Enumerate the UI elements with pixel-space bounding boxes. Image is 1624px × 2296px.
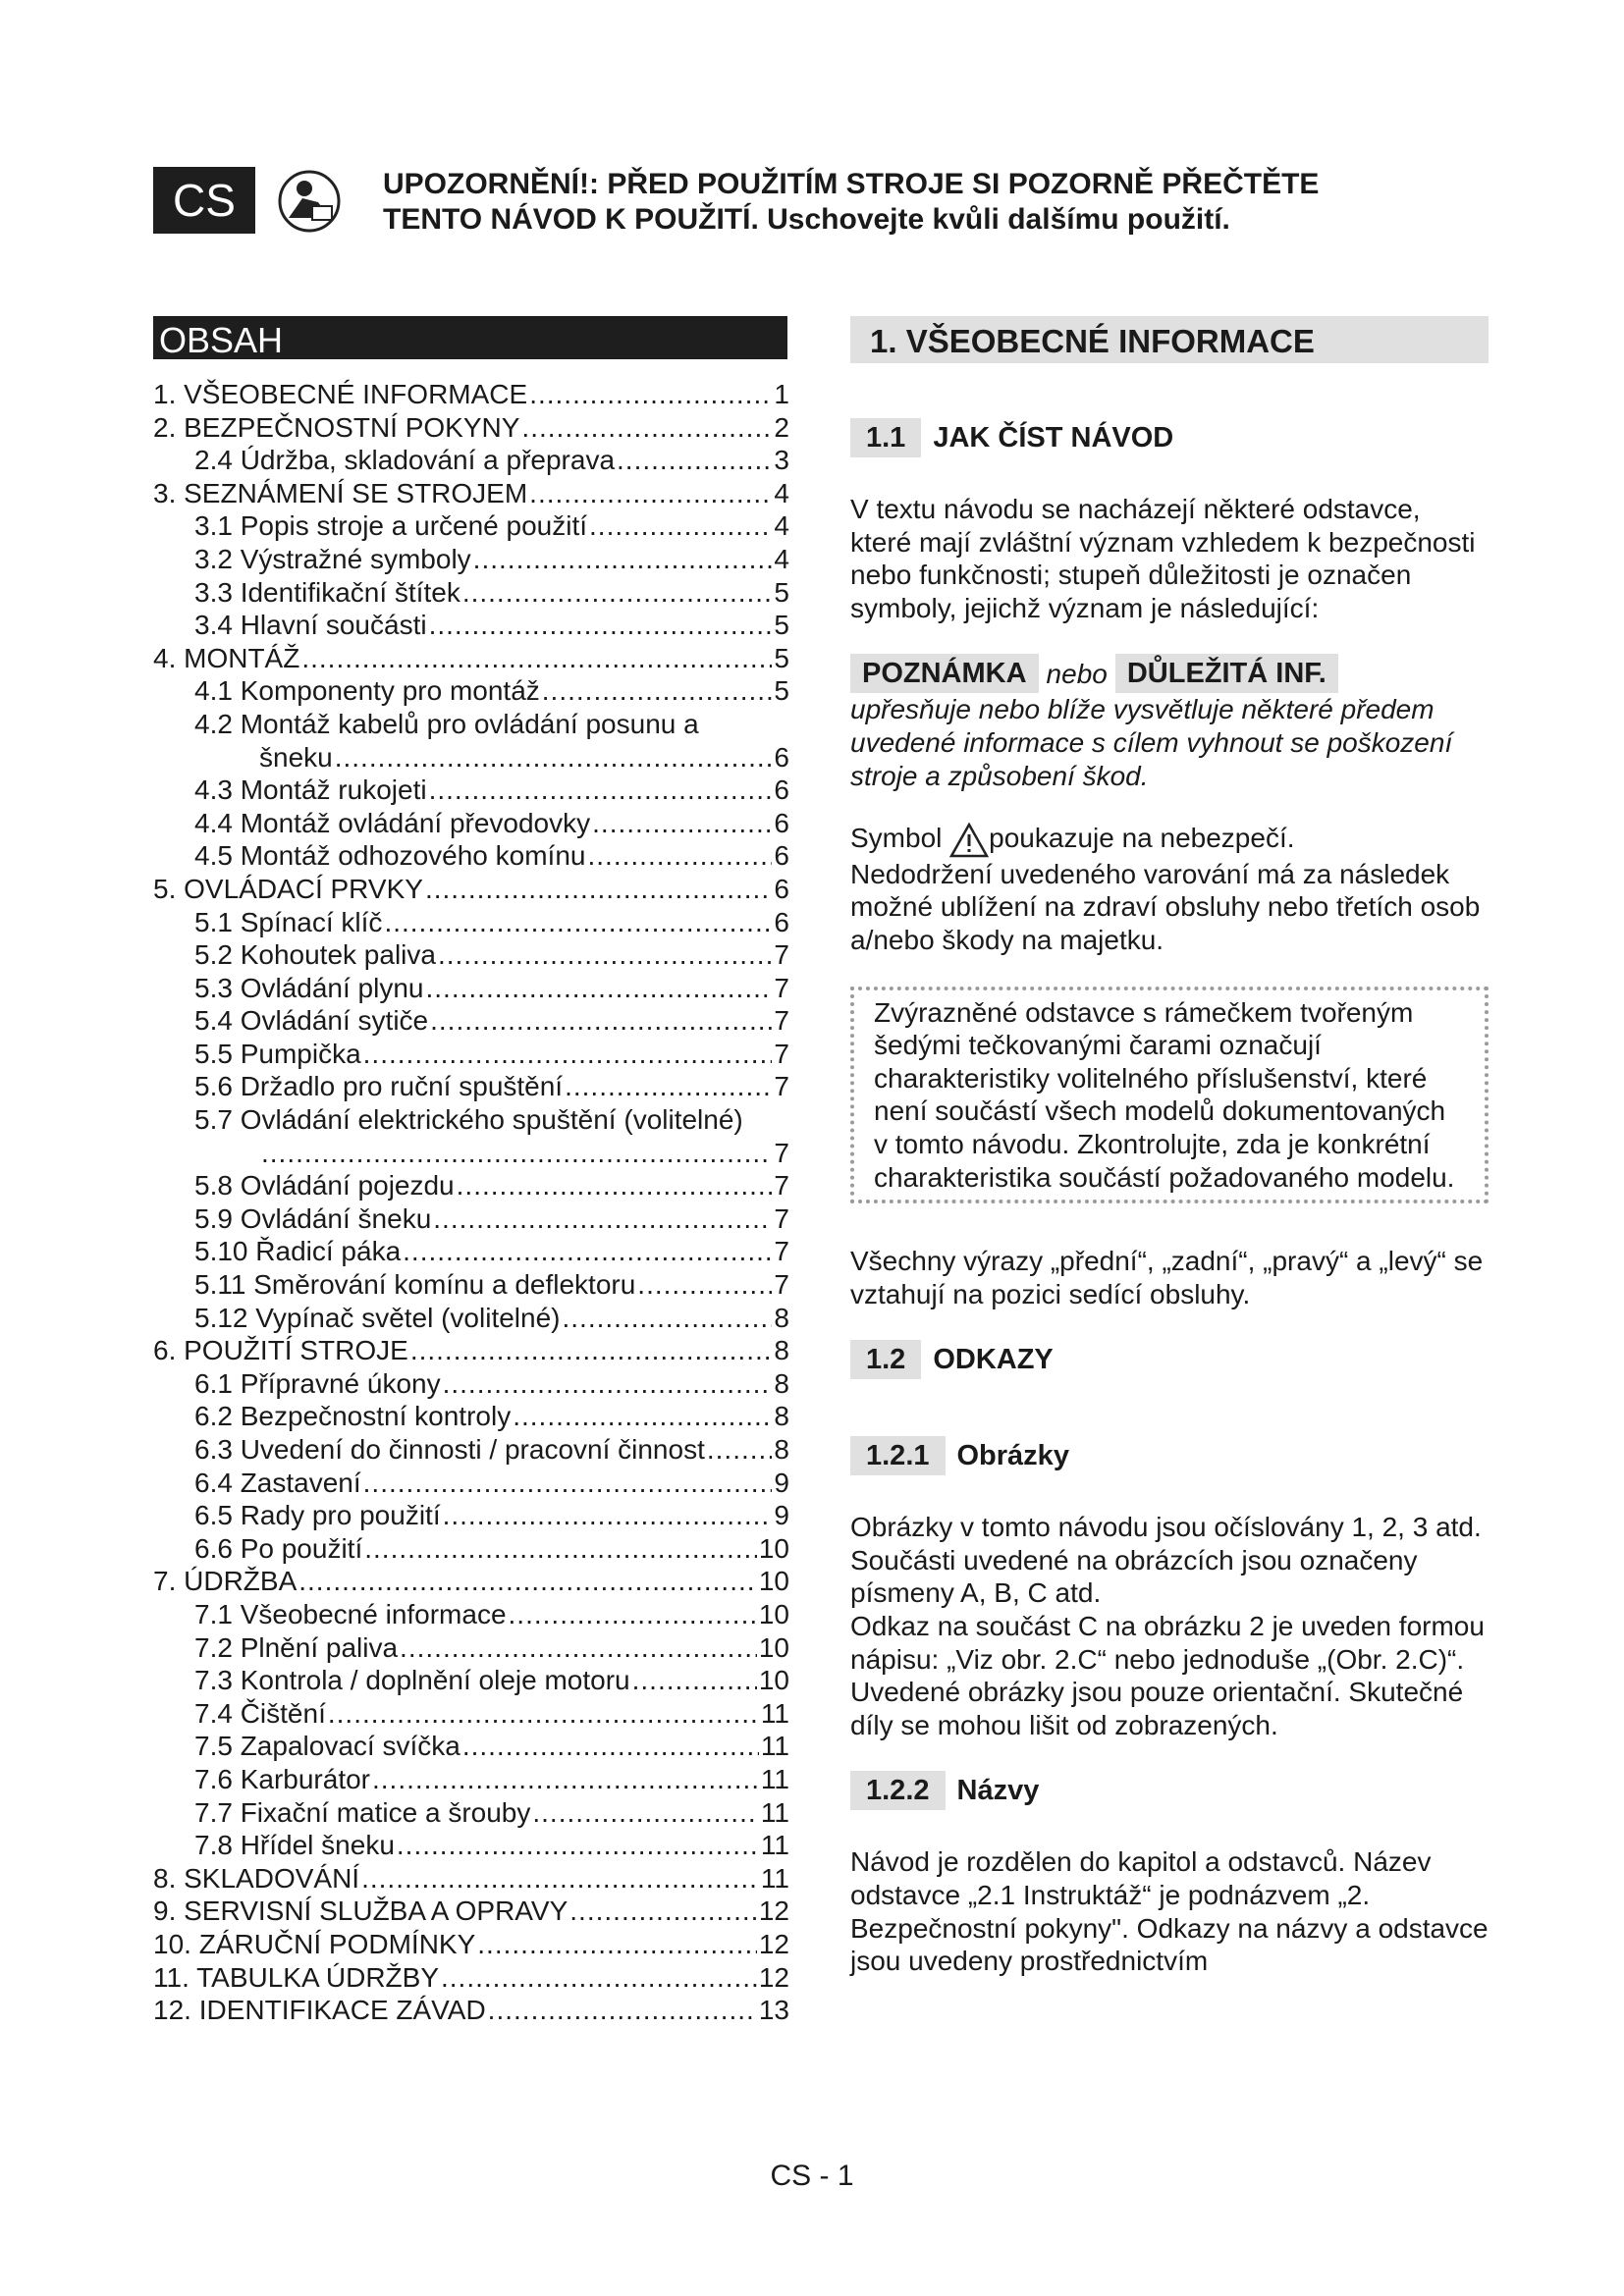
toc-label: 5.1 Spínací klíč (194, 906, 383, 937)
toc-page: 10 (758, 1631, 789, 1663)
toc-row (153, 1170, 789, 1203)
toc-leader (529, 379, 772, 410)
toc-leader (532, 1797, 759, 1829)
symbol-pre: Symbol (850, 823, 943, 854)
toc-row (153, 1005, 789, 1039)
toc-row (153, 907, 789, 940)
toc-row (153, 478, 789, 511)
content-column (850, 316, 1489, 2007)
language-badge: CS (153, 167, 255, 234)
toc-row (153, 1468, 789, 1501)
toc-leader (400, 1632, 757, 1664)
section-number: 1.2.2 (850, 1771, 946, 1810)
toc-label: 5.6 Držadlo pro ruční spuštění (194, 1071, 564, 1102)
toc-label: 5.5 Pumpička (194, 1038, 361, 1069)
toc-leader (430, 1005, 772, 1037)
toc-page: 11 (760, 1830, 789, 1861)
toc-page: 8 (774, 1434, 789, 1465)
toc-row (153, 1401, 789, 1434)
toc-label: 7.8 Hřídel šneku (194, 1830, 395, 1861)
symbol-text: Nedodržení uvedeného varování má za následek možné ublížení na zdraví obsluhy nebo třetích osob a/nebo škody na majetku. (850, 858, 1481, 955)
section-title: Názvy (956, 1775, 1040, 1807)
toc-label: 2.4 Údržba, skladování a přeprava (194, 445, 616, 476)
toc-label: šneku (259, 741, 333, 773)
toc-label: 5.7 Ovládání elektrického spuštění (volitelné) (194, 1104, 743, 1136)
toc-leader (473, 544, 773, 575)
toc-label: 6.3 Uvedení do činnosti / pracovní činnost (194, 1434, 705, 1465)
section-1-2-heading (850, 1340, 1489, 1379)
toc-page: 12 (758, 1896, 789, 1927)
toc-leader (410, 1335, 773, 1366)
toc-leader (384, 907, 772, 938)
toc-page: 11 (760, 1697, 789, 1729)
toc-label: 6.2 Bezpečnostní kontroly (194, 1401, 512, 1432)
toc-row (153, 1599, 789, 1632)
toc-row (153, 939, 789, 973)
toc-page: 7 (774, 1236, 789, 1267)
toc-row (153, 1368, 789, 1402)
toc-row (153, 610, 789, 643)
toc-label: 4.5 Montáž odhozového komínu (194, 840, 586, 872)
toc-page: 6 (774, 741, 789, 773)
figures-line-3: Odkaz na součást C na obrázku 2 je uveden formou nápisu: „Viz obr. 2.C“ nebo jednoduše „(Obr. 2.C)“. (850, 1611, 1485, 1675)
toc-label: 7.7 Fixační matice a šrouby (194, 1796, 531, 1828)
toc-row (153, 1698, 789, 1732)
toc-row (153, 1303, 789, 1336)
toc-page: 6 (774, 906, 789, 937)
toc-row (153, 709, 789, 742)
toc-leader (429, 774, 773, 806)
note-or: nebo (1046, 658, 1108, 689)
toc-row (153, 774, 789, 808)
toc-page: 6 (774, 840, 789, 872)
toc-label: 5. OVLÁDACÍ PRVKY (153, 873, 423, 904)
section-title: Obrázky (956, 1440, 1069, 1472)
toc-row (153, 1863, 789, 1896)
toc-label: 2. BEZPEČNOSTNÍ POKYNY (153, 411, 520, 443)
toc-row (153, 544, 789, 577)
toc-label: 3.3 Identifikační štítek (194, 576, 460, 608)
toc-label: 5.4 Ovládání sytiče (194, 1005, 429, 1037)
optional-feature-text: Zvýrazněné odstavce s rámečkem tvořeným šedými tečkovanými čarami označují charakteristiky volitelného příslušenství, které není součástí všech modelů dokumentovaných v tomto návodu. Zkontrolujte, zda je konkrétní charakteristika součástí požadovaného modelu. (874, 996, 1455, 1193)
toc-page: 3 (774, 445, 789, 476)
toc-leader (441, 1962, 757, 1994)
figures-paragraph (850, 1511, 1489, 1741)
toc-leader (457, 1170, 773, 1201)
section-number: 1.1 (850, 418, 921, 457)
toc-page: 7 (774, 972, 789, 1003)
toc-leader (301, 643, 772, 674)
toc-label: 1. VŠEOBECNÉ INFORMACE (153, 379, 528, 409)
toc-leader (477, 1929, 757, 1960)
paragraph: V textu návodu se nacházejí některé odstavce, které mají zvláštní význam vzhledem k bezpečnosti nebo funkčnosti; stupeň důležitosti je označen symboly, jejichž význam je následující: (850, 494, 1476, 623)
toc-page: 8 (774, 1302, 789, 1333)
toc-label: 7.1 Všeobecné informace (194, 1598, 507, 1629)
toc-row (153, 1929, 789, 1962)
toc-label: 5.3 Ovládání plynu (194, 972, 424, 1003)
section-1-2-1-heading (850, 1436, 1489, 1475)
toc-leader (328, 1698, 759, 1730)
toc-row (153, 874, 789, 907)
toc-page: 9 (774, 1467, 789, 1498)
toc-leader (364, 1533, 757, 1565)
toc-label: 6.4 Zastavení (194, 1467, 361, 1498)
toc-row (153, 577, 789, 611)
toc-leader (363, 1039, 773, 1070)
page-number: CS - 1 (770, 2160, 854, 2192)
toc-leader (592, 808, 772, 839)
toc-row (153, 1665, 789, 1698)
toc-leader (443, 1368, 773, 1400)
section-1-title: 1. VŠEOBECNÉ INFORMACE (850, 316, 1489, 363)
toc-row (153, 808, 789, 841)
toc-label: 4.3 Montáž rukojeti (194, 774, 427, 806)
important-tag: DŮLEŽITÁ INF. (1115, 654, 1338, 693)
toc-leader (542, 675, 773, 707)
toc-label: 6.5 Rady pro použití (194, 1500, 441, 1531)
toc-leader (426, 973, 773, 1004)
toc-row (153, 1533, 789, 1567)
toc-page: 11 (760, 1796, 789, 1828)
toc-row (153, 973, 789, 1006)
toc-page: 5 (774, 576, 789, 608)
toc-label: 5.9 Ovládání šneku (194, 1202, 432, 1234)
toc-label: 3.2 Výstražné symboly (194, 543, 471, 574)
toc-label: 6.6 Po použití (194, 1532, 363, 1564)
toc-leader (361, 1863, 759, 1895)
toc-page: 10 (758, 1532, 789, 1564)
toc-page: 12 (758, 1961, 789, 1993)
toc-row (153, 1039, 789, 1072)
orientation-paragraph: Všechny výrazy „přední“, „zadní“, „pravý“ a „levý“ se vztahují na pozici sedící obsluhy. (850, 1246, 1484, 1309)
toc-label: 5.12 Vypínač světel (volitelné) (194, 1302, 561, 1333)
note-text: upřesňuje nebo blíže vysvětluje některé předem uvedené informace s cílem vyhnout se poškození stroje a způsobení škod. (850, 694, 1453, 791)
toc-page: 10 (758, 1598, 789, 1629)
toc-page: 7 (774, 1005, 789, 1037)
toc-leader (513, 1401, 772, 1432)
toc-page: 8 (774, 1401, 789, 1432)
warning-line-2: TENTO NÁVOD K POUŽITÍ. Uschovejte kvůli dalšímu použití. (383, 203, 1230, 236)
toc-page: 6 (774, 774, 789, 806)
toc-page: 9 (774, 1500, 789, 1531)
toc-page: 1 (774, 379, 789, 409)
warning-line-1: UPOZORNĚNÍ!: PŘED POUŽITÍM STROJE SI POZORNĚ PŘEČTĚTE (383, 168, 1320, 200)
toc-page: 8 (774, 1335, 789, 1366)
toc-page: 7 (774, 1038, 789, 1069)
warning-triangle-icon (949, 823, 989, 858)
toc-label: 11. TABULKA ÚDRŽBY (153, 1961, 439, 1993)
toc-page: 7 (774, 939, 789, 971)
toc-page: 4 (774, 510, 789, 542)
toc-page: 7 (774, 1170, 789, 1201)
toc-page: 8 (774, 1367, 789, 1399)
toc-label: 5.8 Ovládání pojezdu (194, 1170, 455, 1201)
toc-page: 6 (774, 873, 789, 904)
toc-leader (443, 1500, 773, 1531)
toc-label: 3.1 Popis stroje a určené použití (194, 510, 588, 542)
toc-label: 7.4 Čištění (194, 1697, 326, 1729)
section-1-1-heading (850, 418, 1489, 457)
names-paragraph: Návod je rozdělen do kapitol a odstavců. Název odstavce „2.1 Instruktáž“ je podnázvem „2. Bezpečnostní pokyny". Odkazy na názvy a odstavce jsou uvedeny prostřednictvím (850, 1846, 1489, 1977)
toc-page: 11 (760, 1763, 789, 1794)
toc-label: 7.2 Plnění paliva (194, 1631, 399, 1663)
toc-row (153, 840, 789, 874)
toc-leader (363, 1468, 773, 1499)
toc-label: 8. SKLADOVÁNÍ (153, 1862, 360, 1894)
section-number: 1.2 (850, 1340, 921, 1379)
section-title: ODKAZY (933, 1344, 1054, 1376)
toc-leader (707, 1434, 773, 1466)
toc-page: 5 (774, 642, 789, 673)
toc-row (153, 742, 789, 775)
toc-leader (397, 1830, 759, 1861)
toc-row (153, 510, 789, 544)
toc-row (153, 1138, 789, 1171)
toc-row (153, 1566, 789, 1599)
toc-label: 6.1 Přípravné úkony (194, 1367, 441, 1399)
section-number: 1.2.1 (850, 1436, 946, 1475)
section-title: JAK ČÍST NÁVOD (933, 422, 1174, 454)
toc-leader (425, 874, 772, 905)
note-tags (850, 654, 1489, 693)
toc-page: 7 (774, 1269, 789, 1301)
warning-heading (383, 167, 1365, 238)
toc-row (153, 1632, 789, 1666)
toc-label: 4.4 Montáž ovládání převodovky (194, 807, 591, 838)
toc-label: 5.11 Směrování komínu a deflektoru (194, 1269, 636, 1301)
toc-leader (403, 1236, 772, 1267)
toc-row (153, 1995, 789, 2028)
toc-leader (433, 1203, 772, 1235)
optional-feature-box (850, 987, 1489, 1204)
toc-label: 10. ZÁRUČNÍ PODMÍNKY (153, 1928, 476, 1959)
toc-row (153, 1830, 789, 1863)
toc-label: 4.2 Montáž kabelů pro ovládání posunu a (194, 708, 699, 739)
toc-leader (429, 610, 773, 641)
toc-page: 10 (758, 1566, 789, 1597)
toc-leader (632, 1665, 757, 1696)
toc-leader (372, 1764, 759, 1795)
toc-label: 4.1 Komponenty pro montáž (194, 675, 540, 707)
toc-leader (565, 1071, 772, 1102)
toc-row (153, 379, 789, 412)
toc-leader (488, 1995, 757, 2026)
toc-leader (587, 840, 772, 872)
table-of-contents (153, 379, 789, 2028)
figures-line-4: Uvedené obrázky jsou pouze orientační. Skutečné díly se mohou lišit od zobrazených. (850, 1677, 1464, 1740)
toc-row (153, 675, 789, 709)
toc-label: 7.5 Zapalovací svíčka (194, 1731, 460, 1762)
toc-leader (637, 1269, 772, 1301)
toc-row (153, 1962, 789, 1996)
toc-page: 4 (774, 543, 789, 574)
toc-row (153, 1071, 789, 1104)
toc-row (153, 1764, 789, 1797)
toc-page: 2 (774, 411, 789, 443)
toc-page: 6 (774, 807, 789, 838)
toc-label: 5.10 Řadicí páka (194, 1236, 402, 1267)
toc-row (153, 1434, 789, 1468)
toc-label: 7.3 Kontrola / doplnění oleje motoru (194, 1665, 630, 1696)
toc-page: 12 (758, 1928, 789, 1959)
toc-row (153, 1335, 789, 1368)
figures-line-1: Obrázky v tomto návodu jsou očíslovány 1, 2, 3 atd. (850, 1512, 1482, 1543)
toc-row (153, 1896, 789, 1929)
toc-row (153, 412, 789, 446)
toc-leader (298, 1566, 757, 1597)
toc-leader (462, 577, 773, 609)
toc-leader (261, 1138, 772, 1169)
toc-label: 3. SEZNÁMENÍ SE STROJEM (153, 477, 528, 508)
section-1-2-2-heading (850, 1771, 1489, 1810)
toc-leader (462, 1731, 759, 1762)
toc-row (153, 1203, 789, 1237)
toc-label: 12. IDENTIFIKACE ZÁVAD (153, 1995, 486, 2026)
toc-leader (529, 478, 772, 509)
toc-row (153, 1104, 789, 1138)
toc-page: 4 (774, 477, 789, 508)
toc-page: 5 (774, 675, 789, 707)
toc-leader (509, 1599, 757, 1630)
toc-leader (563, 1303, 773, 1334)
toc-leader (438, 939, 772, 971)
toc-label: 3.4 Hlavní součásti (194, 610, 427, 641)
note-tag: POZNÁMKA (850, 654, 1039, 693)
toc-leader (335, 742, 773, 774)
toc-page: 10 (758, 1665, 789, 1696)
read-manual-icon (275, 167, 344, 236)
toc-page: 13 (758, 1995, 789, 2026)
toc-label: 7.6 Karburátor (194, 1763, 370, 1794)
figures-line-2: Součásti uvedené na obrázcích jsou označeny písmeny A, B, C atd. (850, 1544, 1418, 1609)
toc-label: 7. ÚDRŽBA (153, 1566, 298, 1597)
toc-page: 11 (760, 1731, 789, 1762)
toc-row (153, 1236, 789, 1269)
toc-leader (569, 1896, 757, 1927)
toc-label: 6. POUŽITÍ STROJE (153, 1335, 408, 1366)
toc-page: 7 (774, 1071, 789, 1102)
toc-label: 4. MONTÁŽ (153, 642, 300, 673)
toc-label: 5.2 Kohoutek paliva (194, 939, 436, 971)
toc-row (153, 643, 789, 676)
toc-row (153, 445, 789, 478)
toc-page: 7 (774, 1137, 789, 1168)
toc-title: OBSAH (153, 316, 787, 359)
toc-leader (617, 445, 772, 476)
toc-row (153, 1269, 789, 1303)
toc-page: 11 (760, 1862, 789, 1894)
toc-row (153, 1500, 789, 1533)
symbol-paragraph (850, 822, 1489, 956)
toc-page: 5 (774, 610, 789, 641)
toc-leader (521, 412, 772, 444)
toc-page: 7 (774, 1202, 789, 1234)
symbol-post: poukazuje na nebezpečí. (989, 823, 1295, 854)
toc-row (153, 1797, 789, 1831)
toc-label: 9. SERVISNÍ SLUŽBA A OPRAVY (153, 1896, 568, 1927)
toc-leader (589, 510, 772, 542)
toc-row (153, 1731, 789, 1764)
